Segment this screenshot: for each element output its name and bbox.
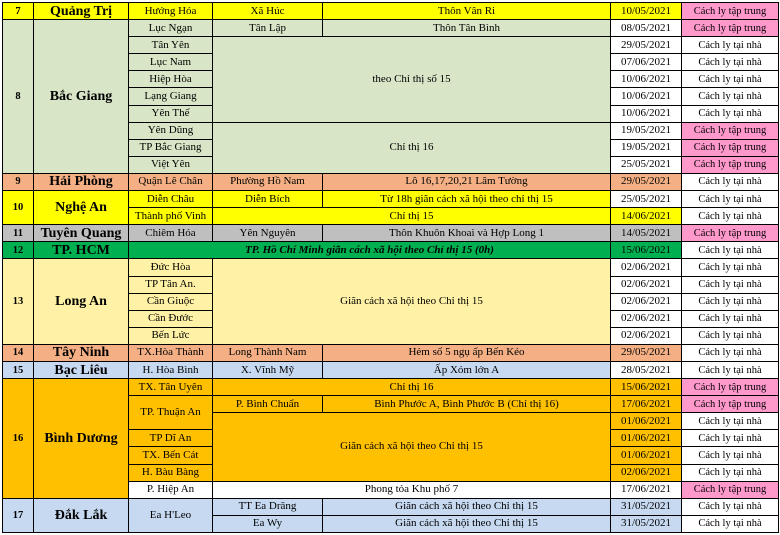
table-cell: 25/05/2021 [611,156,682,173]
table-cell: 01/06/2021 [611,447,682,464]
table-cell: Cách ly tại nhà [682,361,779,378]
table-cell: Từ 18h giãn cách xã hội theo chỉ thị 15 [323,191,611,208]
table-cell: Thành phố Vinh [129,208,213,225]
table-cell: TP Tân An. [129,276,213,293]
table-cell: Cần Đước [129,310,213,327]
table-cell: Cách ly tại nhà [682,464,779,481]
table-row [3,3,779,20]
table-cell: 07/06/2021 [611,54,682,71]
table-cell: Lạng Giang [129,88,213,105]
table-cell: P. Bình Chuẩn [213,396,323,413]
table-cell: Bạc Liêu [34,361,129,378]
table-cell: Ea Wy [213,515,323,532]
table-row [3,191,779,208]
table-cell: 01/06/2021 [611,430,682,447]
table-cell: Cách ly tại nhà [682,242,779,259]
table-cell: Nghệ An [34,191,129,225]
table-cell: theo Chỉ thị số 15 [213,37,611,122]
table-cell: Cách ly tại nhà [682,327,779,344]
table-cell: 9 [3,173,34,190]
table-cell: 16 [3,379,34,499]
table-cell: Việt Yên [129,156,213,173]
table-cell: 15 [3,361,34,378]
table-cell: Chỉ thị 16 [213,379,611,396]
table-cell: 02/06/2021 [611,327,682,344]
table-cell: Long Thành Nam [213,344,323,361]
table-cell: 15/06/2021 [611,379,682,396]
table-cell: Cách ly tại nhà [682,276,779,293]
table-cell: 10/06/2021 [611,88,682,105]
table-cell: Đắk Lắk [34,498,129,532]
table-cell: 14/05/2021 [611,225,682,242]
table-cell: Cách ly tập trung [682,481,779,498]
table-cell: Cần Giuộc [129,293,213,310]
table-cell: 31/05/2021 [611,515,682,532]
table-cell: Quận Lê Chân [129,173,213,190]
table-cell: Cách ly tại nhà [682,498,779,515]
table-cell: TP. Thuận An [129,396,213,430]
table-cell: 31/05/2021 [611,498,682,515]
table-cell: Cách ly tại nhà [682,259,779,276]
table-cell: 01/06/2021 [611,413,682,430]
table-cell: TP. Hồ Chí Minh giãn cách xã hội theo Chỉ thị 15 (0h) [129,242,611,259]
table-row [3,242,779,259]
table-cell: H. Hòa Bình [129,361,213,378]
table-cell: 29/05/2021 [611,37,682,54]
table-cell: Hướng Hóa [129,3,213,20]
table-row [3,379,779,396]
table-cell: X. Vĩnh Mỹ [213,361,323,378]
table-cell: Hẻm số 5 ngụ ấp Bến Kéo [323,344,611,361]
table-row [3,20,779,37]
table-cell: 02/06/2021 [611,259,682,276]
table-cell: TP Dĩ An [129,430,213,447]
table-cell: Đức Hòa [129,259,213,276]
table-cell: 28/05/2021 [611,361,682,378]
table-cell: 13 [3,259,34,344]
table-cell: Cách ly tại nhà [682,71,779,88]
table-cell: Cách ly tập trung [682,122,779,139]
table-cell: Chiêm Hóa [129,225,213,242]
table-cell: 02/06/2021 [611,464,682,481]
table-cell: Cách ly tại nhà [682,37,779,54]
table-cell: 17 [3,498,34,532]
table-cell: Phong tỏa Khu phố 7 [213,481,611,498]
table-cell: Thôn Khuôn Khoai và Hợp Long 1 [323,225,611,242]
table-cell: Yên Thế [129,105,213,122]
table-cell: Cách ly tập trung [682,396,779,413]
table-cell: 02/06/2021 [611,293,682,310]
table-cell: 15/06/2021 [611,242,682,259]
table-cell: Tân Lập [213,20,323,37]
table-cell: Chỉ thị 15 [213,208,611,225]
table-cell: Bắc Giang [34,20,129,174]
table-cell: 29/05/2021 [611,344,682,361]
table-cell: Cách ly tại nhà [682,447,779,464]
table-cell: Tây Ninh [34,344,129,361]
table-cell: 19/05/2021 [611,122,682,139]
table-cell: Cách ly tại nhà [682,191,779,208]
table-cell: 14/06/2021 [611,208,682,225]
table-cell: Cách ly tập trung [682,379,779,396]
table-cell: 10/05/2021 [611,3,682,20]
table-cell: Xã Húc [213,3,323,20]
table-cell: Yên Dũng [129,122,213,139]
table-cell: Cách ly tại nhà [682,430,779,447]
table-cell: Yên Nguyên [213,225,323,242]
table-cell: Cách ly tại nhà [682,173,779,190]
table-cell: 11 [3,225,34,242]
table-cell: Bình Dương [34,379,129,499]
table-cell: Giãn cách xã hội theo Chỉ thị 15 [213,259,611,344]
table-cell: Tân Yên [129,37,213,54]
table-cell: Cách ly tại nhà [682,105,779,122]
table-row [3,361,779,378]
table-cell: Cách ly tại nhà [682,344,779,361]
table-cell: Thôn Vân Ri [323,3,611,20]
table-cell: 10 [3,191,34,225]
table-cell: Cách ly tại nhà [682,54,779,71]
table-cell: 02/06/2021 [611,310,682,327]
table-row [3,259,779,276]
table-cell: Bình Phước A, Bình Phước B (Chỉ thị 16) [323,396,611,413]
table-cell: 10/06/2021 [611,71,682,88]
table-cell: Thôn Tân Bình [323,20,611,37]
table-row [3,225,779,242]
table-cell: 08/05/2021 [611,20,682,37]
table-cell: Cách ly tại nhà [682,310,779,327]
table-cell: Tuyên Quang [34,225,129,242]
table-cell: Diễn Bích [213,191,323,208]
table-cell: Cách ly tại nhà [682,293,779,310]
table-cell: Quảng Trị [34,3,129,20]
table-cell: Cách ly tại nhà [682,515,779,532]
table-cell: 19/05/2021 [611,139,682,156]
table-cell: Phường Hồ Nam [213,173,323,190]
table-cell: TX.Hòa Thành [129,344,213,361]
table-cell: Lô 16,17,20,21 Lâm Tường [323,173,611,190]
table-cell: Cách ly tập trung [682,225,779,242]
table-cell: Cách ly tại nhà [682,208,779,225]
table-cell: 14 [3,344,34,361]
table-cell: Cách ly tại nhà [682,88,779,105]
table-cell: Cách ly tập trung [682,156,779,173]
table-cell: 02/06/2021 [611,276,682,293]
table-cell: Cách ly tại nhà [682,413,779,430]
table-cell: 12 [3,242,34,259]
table-cell: H. Bàu Bàng [129,464,213,481]
table-cell: Giãn cách xã hội theo Chỉ thị 15 [323,498,611,515]
table-cell: 17/06/2021 [611,481,682,498]
table-cell: Diễn Châu [129,191,213,208]
table-row [3,344,779,361]
table-cell: Bến Lức [129,327,213,344]
table-cell: 17/06/2021 [611,396,682,413]
table-cell: 8 [3,20,34,174]
table-cell: Ấp Xóm lớn A [323,361,611,378]
table-cell: Long An [34,259,129,344]
table-cell: Chỉ thị 16 [213,122,611,173]
table-cell: Ea H'Leo [129,498,213,532]
table-cell: 7 [3,3,34,20]
table-cell: Giãn cách xã hội theo Chỉ thị 15 [323,515,611,532]
table-cell: Hải Phòng [34,173,129,190]
table-cell: TT Ea Drăng [213,498,323,515]
quarantine-table [2,2,779,533]
table-cell: Cách ly tập trung [682,139,779,156]
table-cell: Hiệp Hòa [129,71,213,88]
table-cell: Cách ly tập trung [682,20,779,37]
table-cell: 29/05/2021 [611,173,682,190]
table-cell: 10/06/2021 [611,105,682,122]
table-cell: TX. Tân Uyên [129,379,213,396]
table-cell: TP Bắc Giang [129,139,213,156]
table-cell: Lục Nam [129,54,213,71]
table-cell: TX. Bến Cát [129,447,213,464]
table-row [3,498,779,515]
table-cell: 25/05/2021 [611,191,682,208]
table-cell: Cách ly tập trung [682,3,779,20]
table-row [3,173,779,190]
table-cell: TP. HCM [34,242,129,259]
table-cell: Giãn cách xã hội theo Chỉ thị 15 [213,413,611,481]
table-cell: Lục Ngạn [129,20,213,37]
table-cell: P. Hiệp An [129,481,213,498]
